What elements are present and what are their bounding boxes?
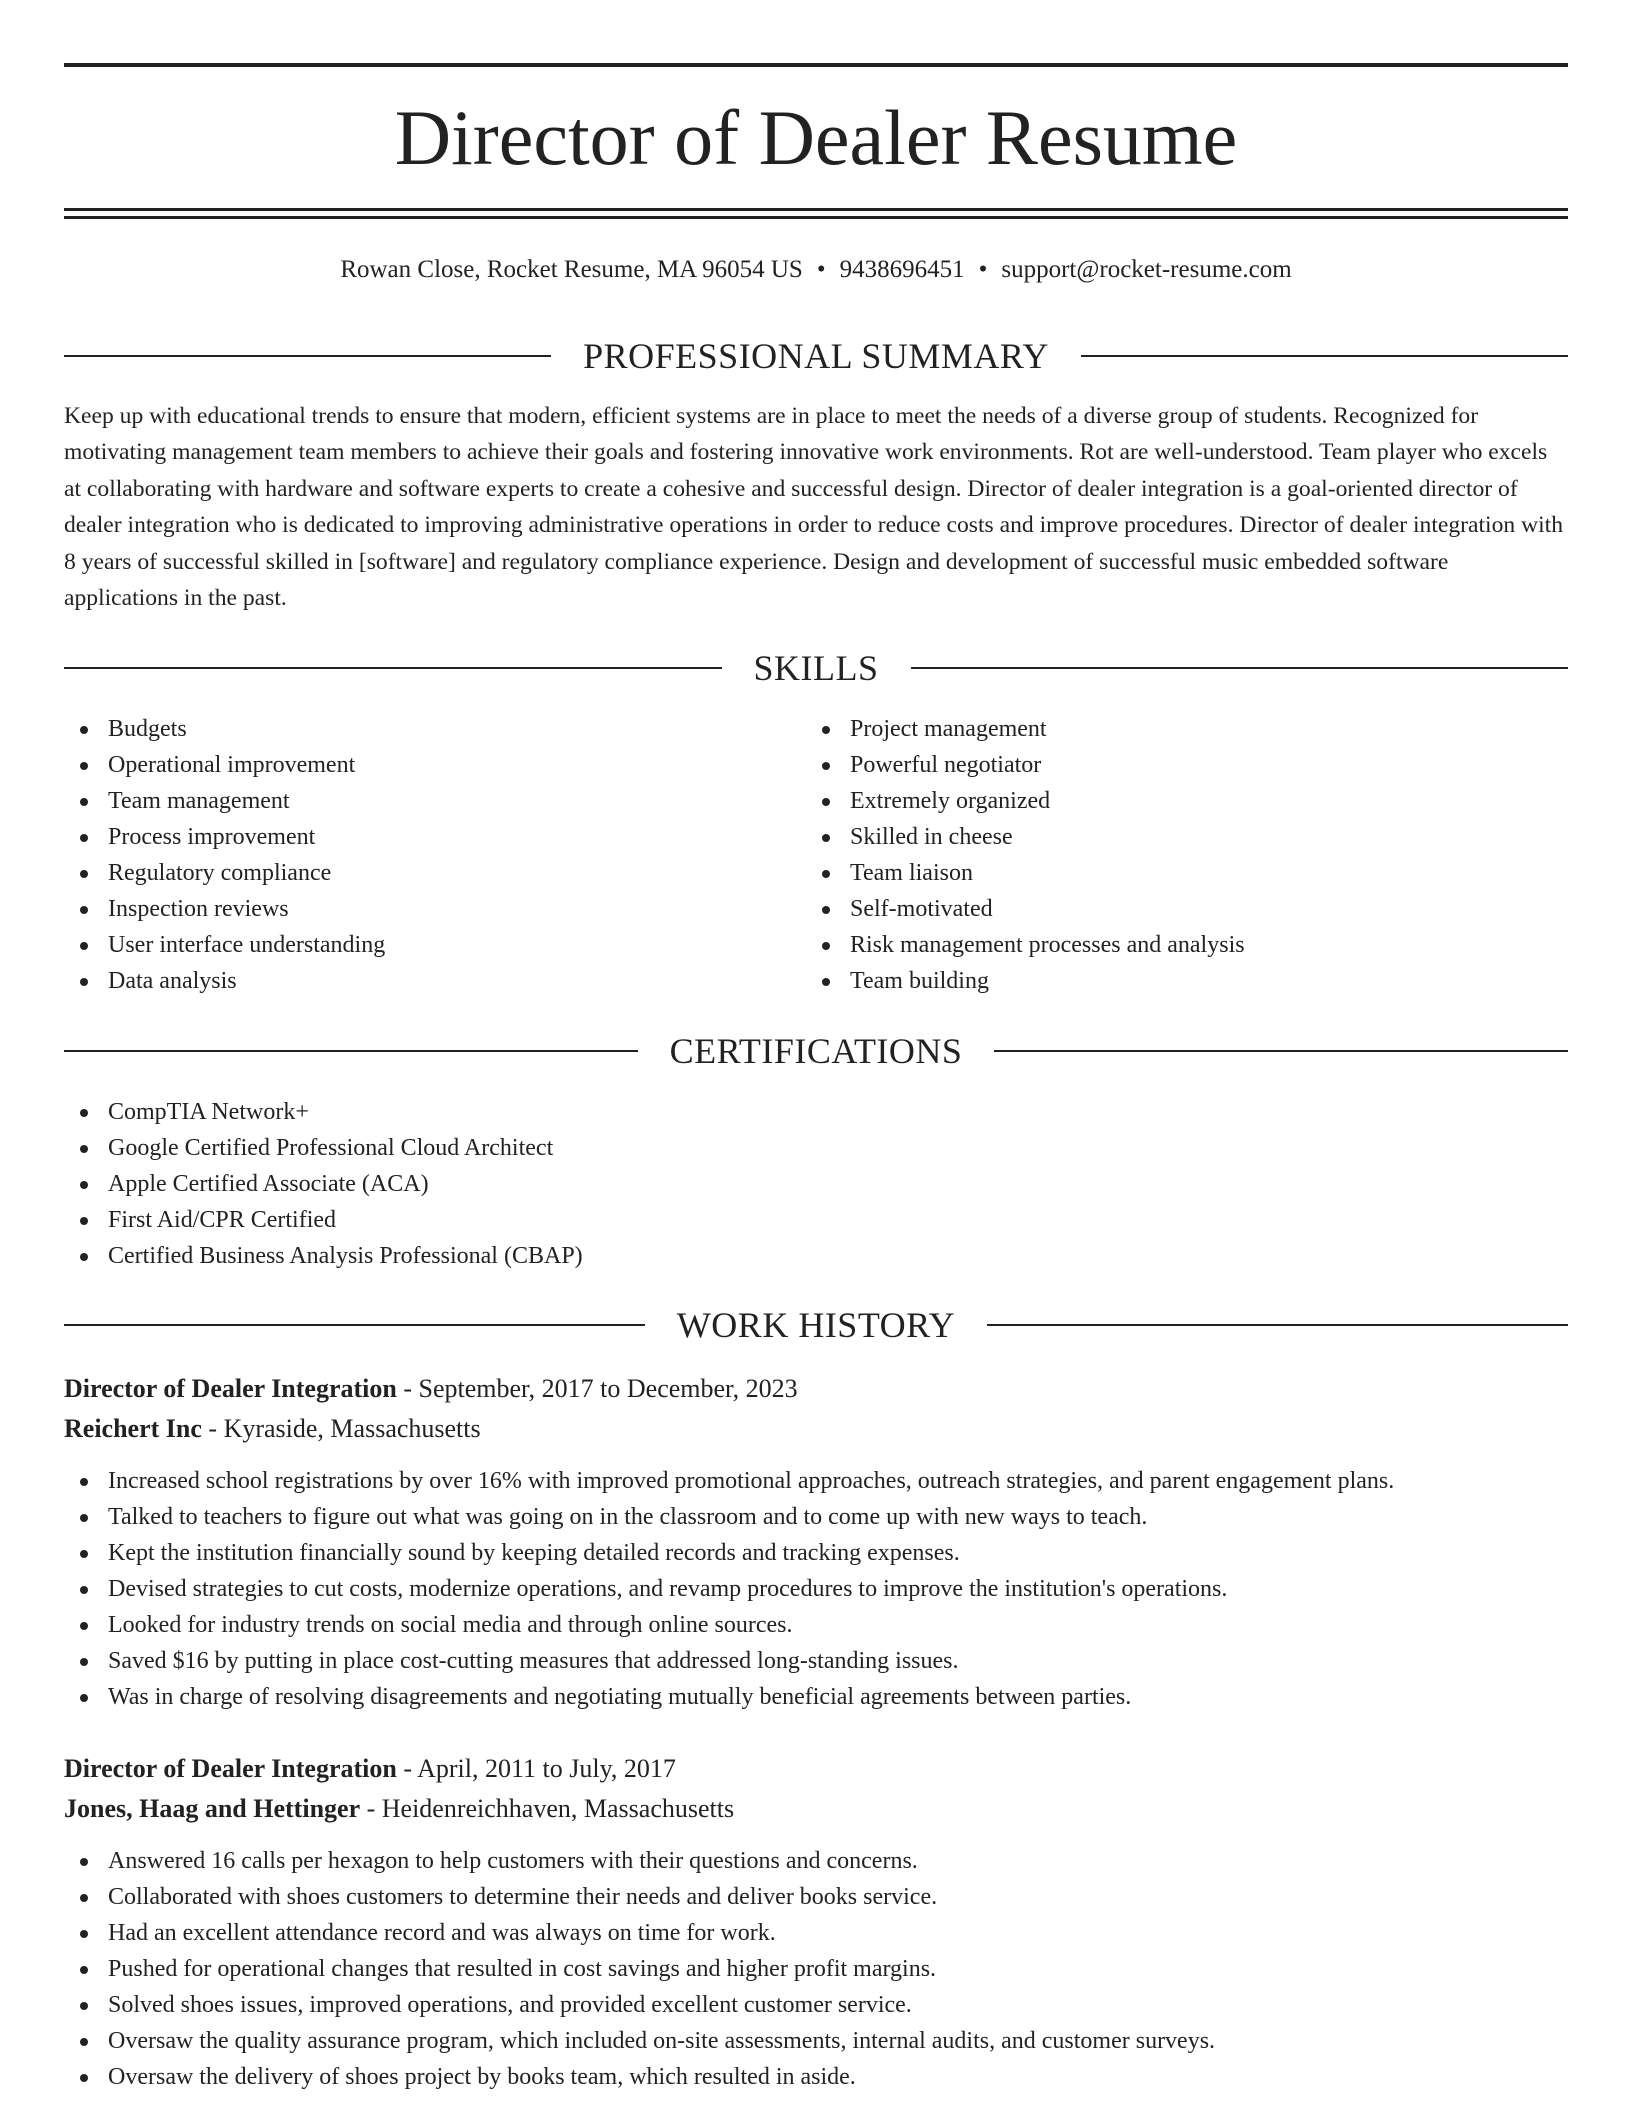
divider <box>64 1324 645 1326</box>
job-company-line <box>64 1410 481 1448</box>
job-company-line <box>64 1790 734 1828</box>
divider <box>64 355 551 357</box>
list-item: Skilled in cheese <box>806 819 1506 855</box>
list-item: Talked to teachers to figure out what was going on in the classroom and to come up with new ways to teach. <box>64 1499 1394 1535</box>
list-item: Data analysis <box>64 963 744 999</box>
list-item: Apple Certified Associate (ACA) <box>64 1166 583 1202</box>
list-item: Solved shoes issues, improved operations, and provided excellent customer service. <box>64 1987 1215 2023</box>
job-location: - Kyraside, Massachusetts <box>201 1414 481 1443</box>
job-company: Jones, Haag and Hettinger <box>64 1794 361 1823</box>
list-item: Project management <box>806 711 1506 747</box>
summary-text: Keep up with educational trends to ensure that modern, efficient systems are in place to meet the needs of a diverse group of students. Recognized for motivating management team members to achieve their goals and fostering innovative work environments. Rot are well-understood. Team player who excels at collaborating with hardware and software experts to create a cohesive and successful design. Director of dealer integration is a goal-oriented director of dealer integration who is dedicated to improving administrative operations in order to reduce costs and improve procedures. Director of dealer integration with 8 years of successful skilled in [software] and regulatory compliance experience. Design and development of successful music embedded software applications in the past. <box>64 403 1564 612</box>
contact-phone: 9438696451 <box>839 256 965 283</box>
divider <box>911 667 1569 669</box>
job-dates: - September, 2017 to December, 2023 <box>396 1374 798 1403</box>
contact-separator: • <box>816 256 826 283</box>
list-item: Inspection reviews <box>64 891 744 927</box>
contact-address: Rowan Close, Rocket Resume, MA 96054 US <box>340 256 803 283</box>
contact-line <box>64 252 1568 288</box>
list-item: Pushed for operational changes that resulted in cost savings and higher profit margins. <box>64 1951 1215 1987</box>
section-title: CERTIFICATIONS <box>669 1031 963 1071</box>
divider <box>994 1050 1568 1052</box>
job-bullets <box>64 1843 1215 2095</box>
list-item: Answered 16 calls per hexagon to help customers with their questions and concerns. <box>64 1843 1215 1879</box>
job-title: Director of Dealer Integration <box>64 1374 397 1403</box>
certifications-list <box>64 1094 583 1274</box>
list-item: Had an excellent attendance record and was always on time for work. <box>64 1915 1215 1951</box>
list-item: Was in charge of resolving disagreements and negotiating mutually beneficial agreements between parties. <box>64 1679 1394 1715</box>
header-bottom-rule <box>64 208 1568 211</box>
list-item: Risk management processes and analysis <box>806 927 1506 963</box>
section-title: PROFESSIONAL SUMMARY <box>583 336 1049 376</box>
job-title-line <box>64 1370 798 1408</box>
list-item: CompTIA Network+ <box>64 1094 583 1130</box>
section-heading-skills <box>64 646 1568 690</box>
header-bottom-rule-double <box>64 216 1568 219</box>
list-item: User interface understanding <box>64 927 744 963</box>
divider <box>64 1050 638 1052</box>
section-heading-certifications <box>64 1029 1568 1073</box>
list-item: Looked for industry trends on social media and through online sources. <box>64 1607 1394 1643</box>
list-item: Team management <box>64 783 744 819</box>
divider <box>987 1324 1568 1326</box>
divider <box>64 667 722 669</box>
job-dates: - April, 2011 to July, 2017 <box>396 1754 676 1783</box>
list-item: Powerful negotiator <box>806 747 1506 783</box>
job-title: Director of Dealer Integration <box>64 1754 397 1783</box>
list-item: Oversaw the quality assurance program, which included on-site assessments, internal audits, and customer surveys. <box>64 2023 1215 2059</box>
list-item: Saved $16 by putting in place cost-cutting measures that addressed long-standing issues. <box>64 1643 1394 1679</box>
list-item: First Aid/CPR Certified <box>64 1202 583 1238</box>
divider <box>1081 355 1568 357</box>
resume-title: Director of Dealer Resume <box>394 94 1238 181</box>
list-item: Self-motivated <box>806 891 1506 927</box>
section-heading-summary <box>64 334 1568 378</box>
list-item: Collaborated with shoes customers to determine their needs and deliver books service. <box>64 1879 1215 1915</box>
list-item: Kept the institution financially sound by keeping detailed records and tracking expenses. <box>64 1535 1394 1571</box>
skills-list-left <box>64 711 744 999</box>
job-title-line <box>64 1750 676 1788</box>
list-item: Increased school registrations by over 16% with improved promotional approaches, outreach strategies, and parent engagement plans. <box>64 1463 1394 1499</box>
list-item: Extremely organized <box>806 783 1506 819</box>
list-item: Regulatory compliance <box>64 855 744 891</box>
list-item: Google Certified Professional Cloud Architect <box>64 1130 583 1166</box>
section-heading-work-history <box>64 1303 1568 1347</box>
job-company: Reichert Inc <box>64 1414 202 1443</box>
list-item: Oversaw the delivery of shoes project by books team, which resulted in aside. <box>64 2059 1215 2095</box>
contact-separator: • <box>978 256 988 283</box>
section-title: WORK HISTORY <box>676 1305 956 1345</box>
list-item: Team building <box>806 963 1506 999</box>
list-item: Budgets <box>64 711 744 747</box>
list-item: Operational improvement <box>64 747 744 783</box>
section-title: SKILLS <box>753 648 879 688</box>
list-item: Certified Business Analysis Professional (CBAP) <box>64 1238 583 1274</box>
skills-list-right <box>806 711 1506 999</box>
job-location: - Heidenreichhaven, Massachusetts <box>360 1794 735 1823</box>
list-item: Devised strategies to cut costs, modernize operations, and revamp procedures to improve the institution's operations. <box>64 1571 1394 1607</box>
header-top-rule <box>64 63 1568 67</box>
list-item: Process improvement <box>64 819 744 855</box>
job-bullets <box>64 1463 1394 1715</box>
contact-email: support@rocket-resume.com <box>1001 256 1292 283</box>
list-item: Team liaison <box>806 855 1506 891</box>
